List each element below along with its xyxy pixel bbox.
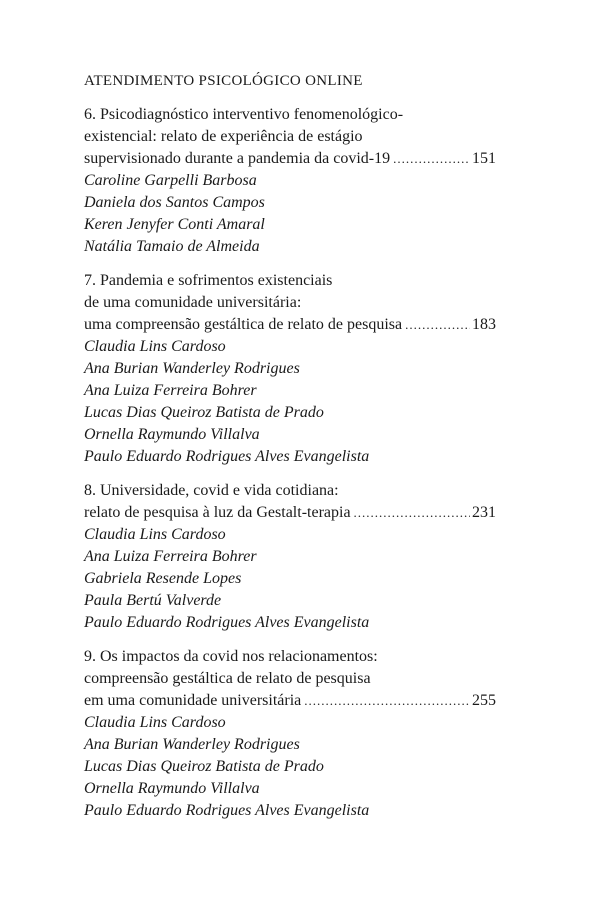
author-name: Ana Luiza Ferreira Bohrer xyxy=(84,548,257,565)
entry-title-last-line[interactable] xyxy=(84,502,496,524)
entry-title-text: supervisionado durante a pandemia da covid-19 xyxy=(84,150,391,167)
author-name: Paulo Eduardo Rodrigues Alves Evangelista xyxy=(84,802,370,819)
author-name: Natália Tamaio de Almeida xyxy=(84,238,260,255)
toc-entry xyxy=(84,480,496,634)
dot-leader xyxy=(405,314,470,336)
entry-title-text: relato de pesquisa à luz da Gestalt-terapia xyxy=(84,504,351,521)
page-number: 255 xyxy=(472,692,496,709)
entry-title-line: de uma comunidade universitária: xyxy=(84,294,302,311)
toc-entry xyxy=(84,270,496,468)
entry-title-line: existencial: relato de experiência de estágio xyxy=(84,128,363,145)
table-of-contents xyxy=(84,70,496,834)
entry-title-line: 9. Os impactos da covid nos relacionamentos: xyxy=(84,648,378,665)
author-name: Ornella Raymundo Villalva xyxy=(84,780,260,797)
section-title: ATENDIMENTO PSICOLÓGICO ONLINE xyxy=(84,73,363,89)
toc-entry xyxy=(84,104,496,258)
entry-title-text: em uma comunidade universitária xyxy=(84,692,302,709)
entry-title-line: 7. Pandemia e sofrimentos existenciais xyxy=(84,272,333,289)
entry-title-line: compreensão gestáltica de relato de pesquisa xyxy=(84,670,371,687)
entry-title-last-line[interactable] xyxy=(84,314,496,336)
toc-entry xyxy=(84,646,496,822)
author-name: Gabriela Resende Lopes xyxy=(84,570,242,587)
page-number: 183 xyxy=(472,316,496,333)
entry-title-line: 6. Psicodiagnóstico interventivo fenomenológico- xyxy=(84,106,404,123)
author-name: Caroline Garpelli Barbosa xyxy=(84,172,257,189)
author-name: Daniela dos Santos Campos xyxy=(84,194,265,211)
entry-title-last-line[interactable] xyxy=(84,148,496,170)
entry-title-last-line[interactable] xyxy=(84,690,496,712)
dot-leader xyxy=(393,148,470,170)
author-name: Ana Luiza Ferreira Bohrer xyxy=(84,382,257,399)
author-name: Lucas Dias Queiroz Batista de Prado xyxy=(84,404,324,421)
dot-leader xyxy=(354,502,470,524)
author-name: Paulo Eduardo Rodrigues Alves Evangelista xyxy=(84,448,370,465)
author-name: Paula Bertú Valverde xyxy=(84,592,222,609)
author-name: Claudia Lins Cardoso xyxy=(84,714,226,731)
author-name: Claudia Lins Cardoso xyxy=(84,526,226,543)
entry-title-text: uma compreensão gestáltica de relato de pesquisa xyxy=(84,316,403,333)
author-name: Claudia Lins Cardoso xyxy=(84,338,226,355)
page-number: 231 xyxy=(472,504,496,521)
author-name: Ana Burian Wanderley Rodrigues xyxy=(84,360,300,377)
dot-leader xyxy=(304,690,470,712)
author-name: Lucas Dias Queiroz Batista de Prado xyxy=(84,758,324,775)
author-name: Ornella Raymundo Villalva xyxy=(84,426,260,443)
page-number: 151 xyxy=(472,150,496,167)
author-name: Ana Burian Wanderley Rodrigues xyxy=(84,736,300,753)
author-name: Keren Jenyfer Conti Amaral xyxy=(84,216,265,233)
author-name: Paulo Eduardo Rodrigues Alves Evangelista xyxy=(84,614,370,631)
entry-title-line: 8. Universidade, covid e vida cotidiana: xyxy=(84,482,339,499)
